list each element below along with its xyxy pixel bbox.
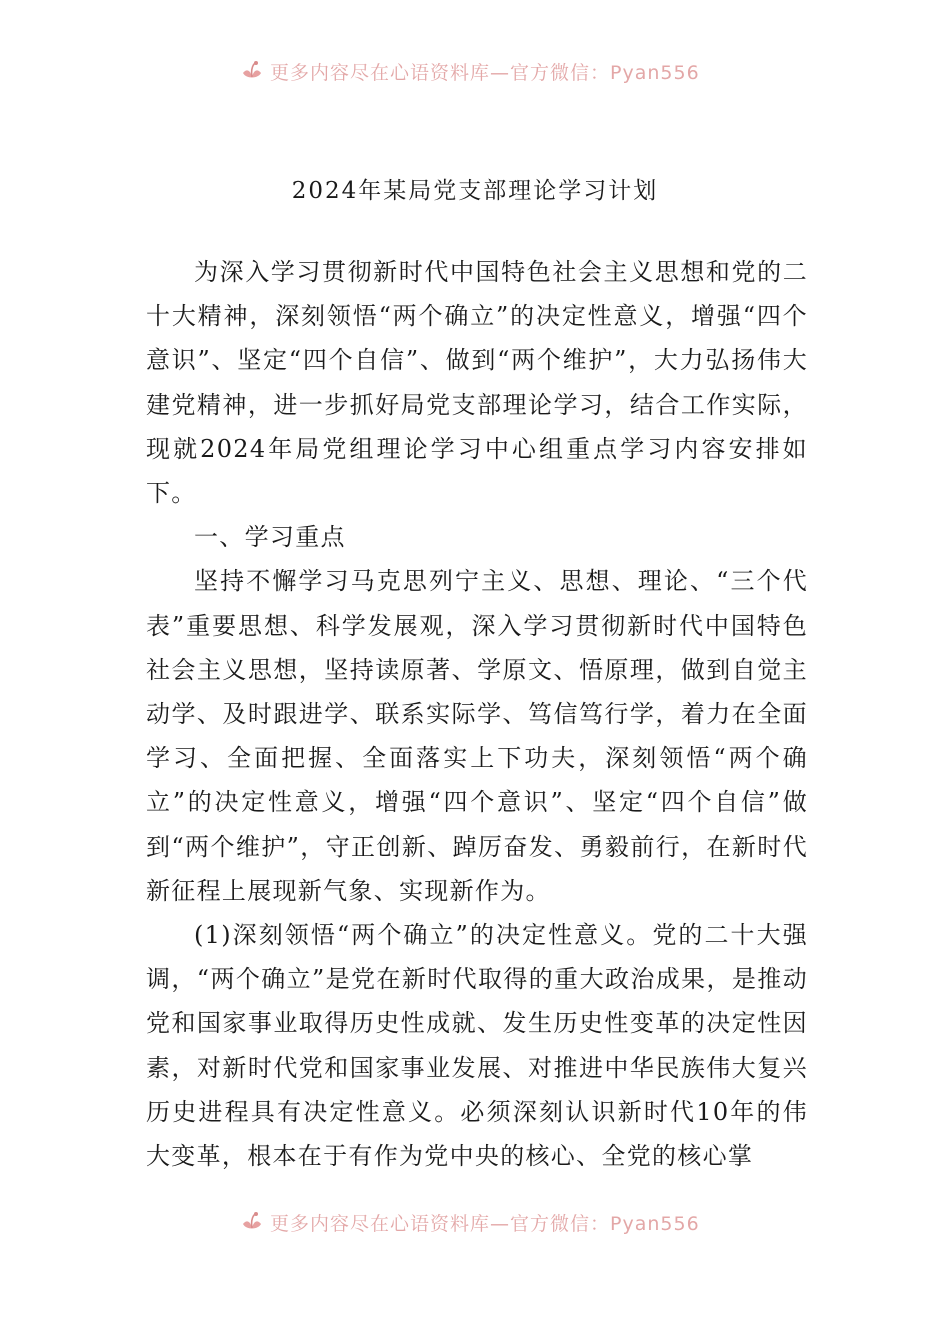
header-watermark [240, 56, 700, 86]
intro-paragraph: 为深入学习贯彻新时代中国特色社会主义思想和党的二十大精神，深刻领悟“两个确立”的决定性意义，增强“四个意识”、坚定“四个自信”、做到“两个维护”，大力弘扬伟大建党精神，进一步抓好局党支部理论学习，结合工作实际，现就2024年局党组理论学习中心组重点学习内容安排如下。 [146, 258, 808, 508]
lotus-logo-icon [240, 59, 264, 83]
footer-watermark [240, 1207, 700, 1237]
section-heading: 一、学习重点 [194, 523, 346, 552]
document-title: 2024年某局党支部理论学习计划 [291, 178, 659, 204]
body-paragraph: (1)深刻领悟“两个确立”的决定性意义。党的二十大强调，“两个确立”是党在新时代取得的重大政治成果，是推动党和国家事业取得历史性成就、发生历史性变革的决定性因素，对新时代党和国家事业发展、对推进中华民族伟大复兴历史进程具有决定性意义。必须深刻认识新时代10年的伟大变革，根本在于有作为党中央的核心、全党的核心掌 [146, 921, 808, 1171]
watermark-text: 更多内容尽在心语资料库—官方微信：Pyan556 [270, 1212, 700, 1235]
body-paragraph: 坚持不懈学习马克思列宁主义、思想、理论、“三个代表”重要思想、科学发展观，深入学习贯彻新时代中国特色社会主义思想，坚持读原著、学原文、悟原理，做到自觉主动学、及时跟进学、联系实际学、笃信笃行学，着力在全面学习、全面把握、全面落实上下功夫，深刻领悟“两个确立”的决定性意义，增强“四个意识”、坚定“四个自信”做到“两个维护”，守正创新、踔厉奋发、勇毅前行，在新时代新征程上展现新气象、实现新作为。 [146, 567, 808, 905]
document-body [146, 250, 808, 1178]
lotus-logo-icon [240, 1210, 264, 1234]
watermark-text: 更多内容尽在心语资料库—官方微信：Pyan556 [270, 61, 700, 84]
